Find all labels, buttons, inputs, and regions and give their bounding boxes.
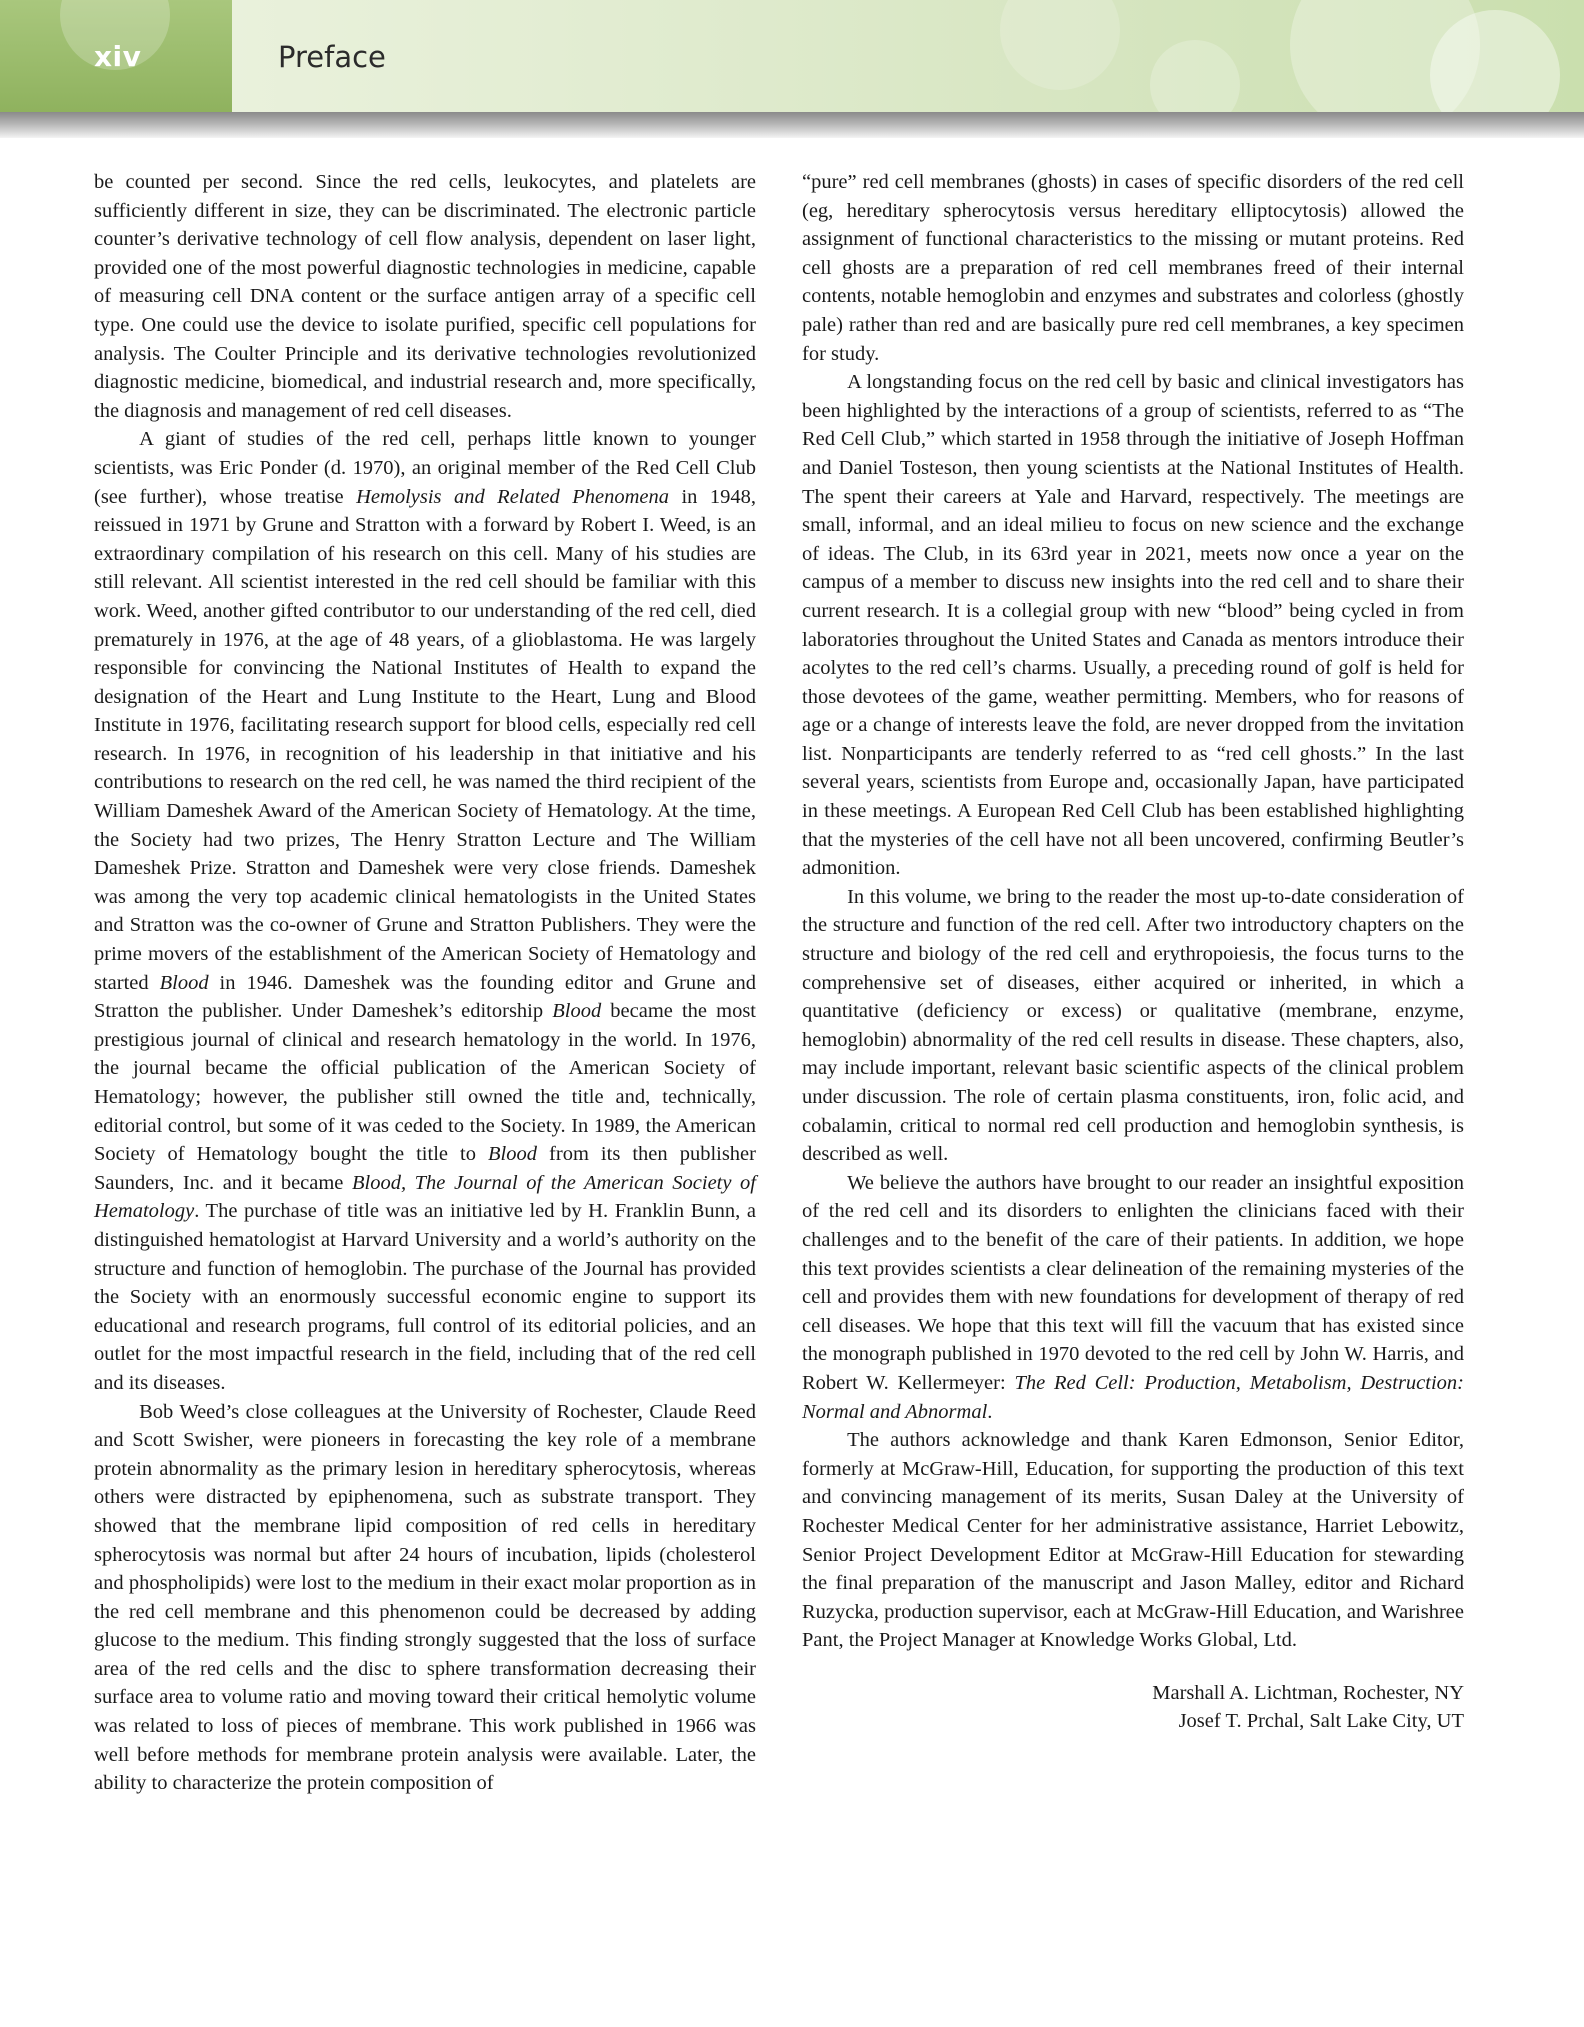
text: in 1948, reissued in 1971 by Grune and Stratton with a forward by Robert I. Weed, is an extraordinary compilation of his research on this cell. Many of his studies are still relevant. All scientist interested in the red cell should be familiar with this work. Weed, another gifted contributor to our understanding of the red cell, died prematurely in 1976, at the age of 48 years, of a glioblastoma. He was largely responsible for convincing the National Institutes of Health to expand the designation of the Heart and Lung Institute to the Heart, Lung and Blood Institute in 1976, facilitating research support for blood cells, especially red cell research. In 1976, in recognition of his leadership in that initiative and his contributions to research on the red cell, he was named the third recipient of the William Dameshek Award of the American Society of Hematology. At the time, the Society had two prizes, The Henry Stratton Lecture and The William Dameshek Prize. Stratton and Dameshek were very close friends. Dameshek was among the very top academic clinical hematologists in the United States and Stratton was the co-owner of Grune and Stratton Publishers. They were the prime movers of the establishment of the American Society of Hematology and started: [94, 485, 756, 994]
signature-block: [802, 1679, 1464, 1736]
paragraph: The authors acknowledge and thank Karen Edmonson, Senior Editor, formerly at McGraw-Hill, Education, for supporting the production of this text and convincing management of its merits, Susan Daley at the University of Rochester Medical Center for her administrative assistance, Harriet Lebowitz, Senior Project Development Editor at McGraw-Hill Education for stewarding the final preparation of the manuscript and Jason Malley, editor and Richard Ruzycka, production supervisor, each at McGraw-Hill Education, and Warishree Pant, the Project Manager at Knowledge Works Global, Ltd.: [802, 1429, 1464, 1652]
header-decoration: [1000, 0, 1120, 90]
paragraph: “pure” red cell membranes (ghosts) in cases of specific disorders of the red cell (eg, hereditary spherocytosis versus hereditary elliptocytosis) allowed the assignment of functional characteristics to the missing or mutant proteins. Red cell ghosts are a preparation of red cell membranes freed of their internal contents, notable hemoglobin and enzymes and substrates and colorless (ghostly pale) rather than red and are basically pure red cell membranes, a key specimen for study.: [802, 171, 1464, 365]
text: from its then publisher Saunders, Inc. and it became: [94, 1143, 756, 1194]
paragraph: [94, 425, 756, 1397]
paragraph: Bob Weed’s close colleagues at the University of Rochester, Claude Reed and Scott Swisher, were pioneers in forecasting the key role of a membrane protein abnormality as the primary lesion in hereditary spherocytosis, whereas others were distracted by epiphenomena, such as substrate transport. They showed that the membrane lipid composition of red cells in hereditary spherocytosis was normal but after 24 hours of incubation, lipids (cholesterol and phospholipids) were lost to the medium in their exact molar proportion as in the red cell membrane and this phenomenon could be decreased by adding glucose to the medium. This finding strongly suggested that the loss of surface area of the red cells and the disc to sphere transformation decreasing their surface area to volume ratio and moving toward their critical hemolytic volume was related to loss of pieces of membrane. This work published in 1966 was well before methods for membrane protein analysis were available. Later, the ability to characterize the protein composition of: [94, 1400, 756, 1795]
text: . The purchase of title was an initiative led by H. Franklin Bunn, a distinguished hematologist at Harvard University and a world’s authority on the structure and function of hemoglobin. The purchase of the Journal has provided the Society with an enormously successful economic engine to support its educational and research programs, full control of its editorial policies, and an outlet for the most impactful research in the field, including that of the red cell and its diseases.: [94, 1200, 756, 1394]
page-number: xiv: [94, 40, 142, 73]
left-column: [94, 168, 756, 1798]
book-title: The Red Cell: Production, Metabolism, Destruction: Normal and Abnormal: [802, 1371, 1464, 1423]
section-title: Preface: [278, 40, 386, 74]
paragraph: be counted per second. Since the red cells, leukocytes, and platelets are sufficiently different in size, they can be discriminated. The electronic particle counter’s derivative technology of cell flow analysis, dependent on laser light, provided one of the most powerful diagnostic technologies in medicine, capable of measuring cell DNA content or the surface antigen array of a specific cell type. One could use the device to isolate purified, specific cell populations for analysis. The Coulter Principle and its derivative technologies revolutionized diagnostic medicine, biomedical, and industrial research and, more specifically, the diagnosis and management of red cell diseases.: [94, 171, 756, 422]
text: .: [987, 1400, 993, 1423]
paragraph: In this volume, we bring to the reader the most up-to-date consideration of the structure and function of the red cell. After two introductory chapters on the structure and biology of the red cell and erythropoiesis, the focus turns to the comprehensive set of diseases, either acquired or inherited, in which a quantitative (deficiency or excess) or qualitative (membrane, enzyme, hemoglobin) abnormality of the red cell results in disease. These chapters, also, may include important, relevant basic scientific aspects of the clinical problem under discussion. The role of certain plasma constituents, iron, folic acid, and cobalamin, critical to normal red cell production and hemoglobin synthesis, is described as well.: [802, 885, 1464, 1166]
journal-title: Blood: [488, 1143, 537, 1166]
text: became the most prestigious journal of clinical and research hematology in the world. In 1976, the journal became the official publication of the American Society of Hematology; however, the publisher still owned the title and, technically, editorial control, but some of it was ceded to the Society. In 1989, the American Society of Hematology bought the title to: [94, 1000, 756, 1166]
right-column: [802, 168, 1464, 1736]
signature-line: Josef T. Prchal, Salt Lake City, UT: [1178, 1710, 1464, 1733]
journal-title: Blood: [552, 1000, 602, 1023]
header-decoration: [1150, 40, 1240, 112]
text: A giant of studies of the red cell, perhaps little known to younger scientists, was Eric Ponder (d. 1970), an original member of the Red Cell Club (see further), whose treatise: [94, 428, 756, 508]
text: We believe the authors have brought to our reader an insightful exposition of the red cell and its disorders to enlighten the clinicians faced with their challenges and to the benefit of the care of their patients. In addition, we hope this text provides scientists a clear delineation of the remaining mysteries of the cell and provides them with new foundations for development of therapy of red cell diseases. We hope that this text will fill the vacuum that has existed since the monograph published in 1970 devoted to the red cell by John W. Harris, and Robert W. Kellermeyer:: [802, 1171, 1464, 1394]
text: in 1946. Dameshek was the founding editor and Grune and Stratton the publisher. Under Dameshek’s editorship: [94, 971, 756, 1023]
book-title: Hemolysis and Related Phenomena: [356, 485, 670, 508]
journal-title: Blood: [159, 971, 209, 994]
header-shadow-bar: [0, 112, 1584, 138]
paragraph: A longstanding focus on the red cell by basic and clinical investigators has been highlighted by the interactions of a group of scientists, referred to as “The Red Cell Club,” which started in 1958 through the initiative of Joseph Hoffman and Daniel Tosteson, then young scientists at the National Institutes of Health. The spent their careers at Yale and Harvard, respectively. The meetings are small, informal, and an ideal milieu to focus on new science and the exchange of ideas. The Club, in its 63rd year in 2021, meets now once a year on the campus of a member to discuss new insights into the red cell and to share their current research. It is a collegial group with new “blood” being cycled in from laboratories throughout the United States and Canada as mentors introduce their acolytes to the red cell’s charms. Usually, a preceding round of golf is held for those devotees of the game, weather permitting. Members, who for reasons of age or a change of interests leave the fold, are never dropped from the invitation list. Nonparticipants are tenderly referred to as “red cell ghosts.” In the last several years, scientists from Europe and, occasionally Japan, have participated in these meetings. A European Red Cell Club has been established highlighting that the mysteries of the cell have not all been uncovered, confirming Beutler’s admonition.: [802, 371, 1464, 880]
signature-line: Marshall A. Lichtman, Rochester, NY: [1152, 1681, 1464, 1704]
paragraph: [802, 1169, 1464, 1426]
page-header: [0, 0, 1584, 112]
journal-title: Blood, The Journal of the American Society of Hematology: [94, 1171, 756, 1223]
